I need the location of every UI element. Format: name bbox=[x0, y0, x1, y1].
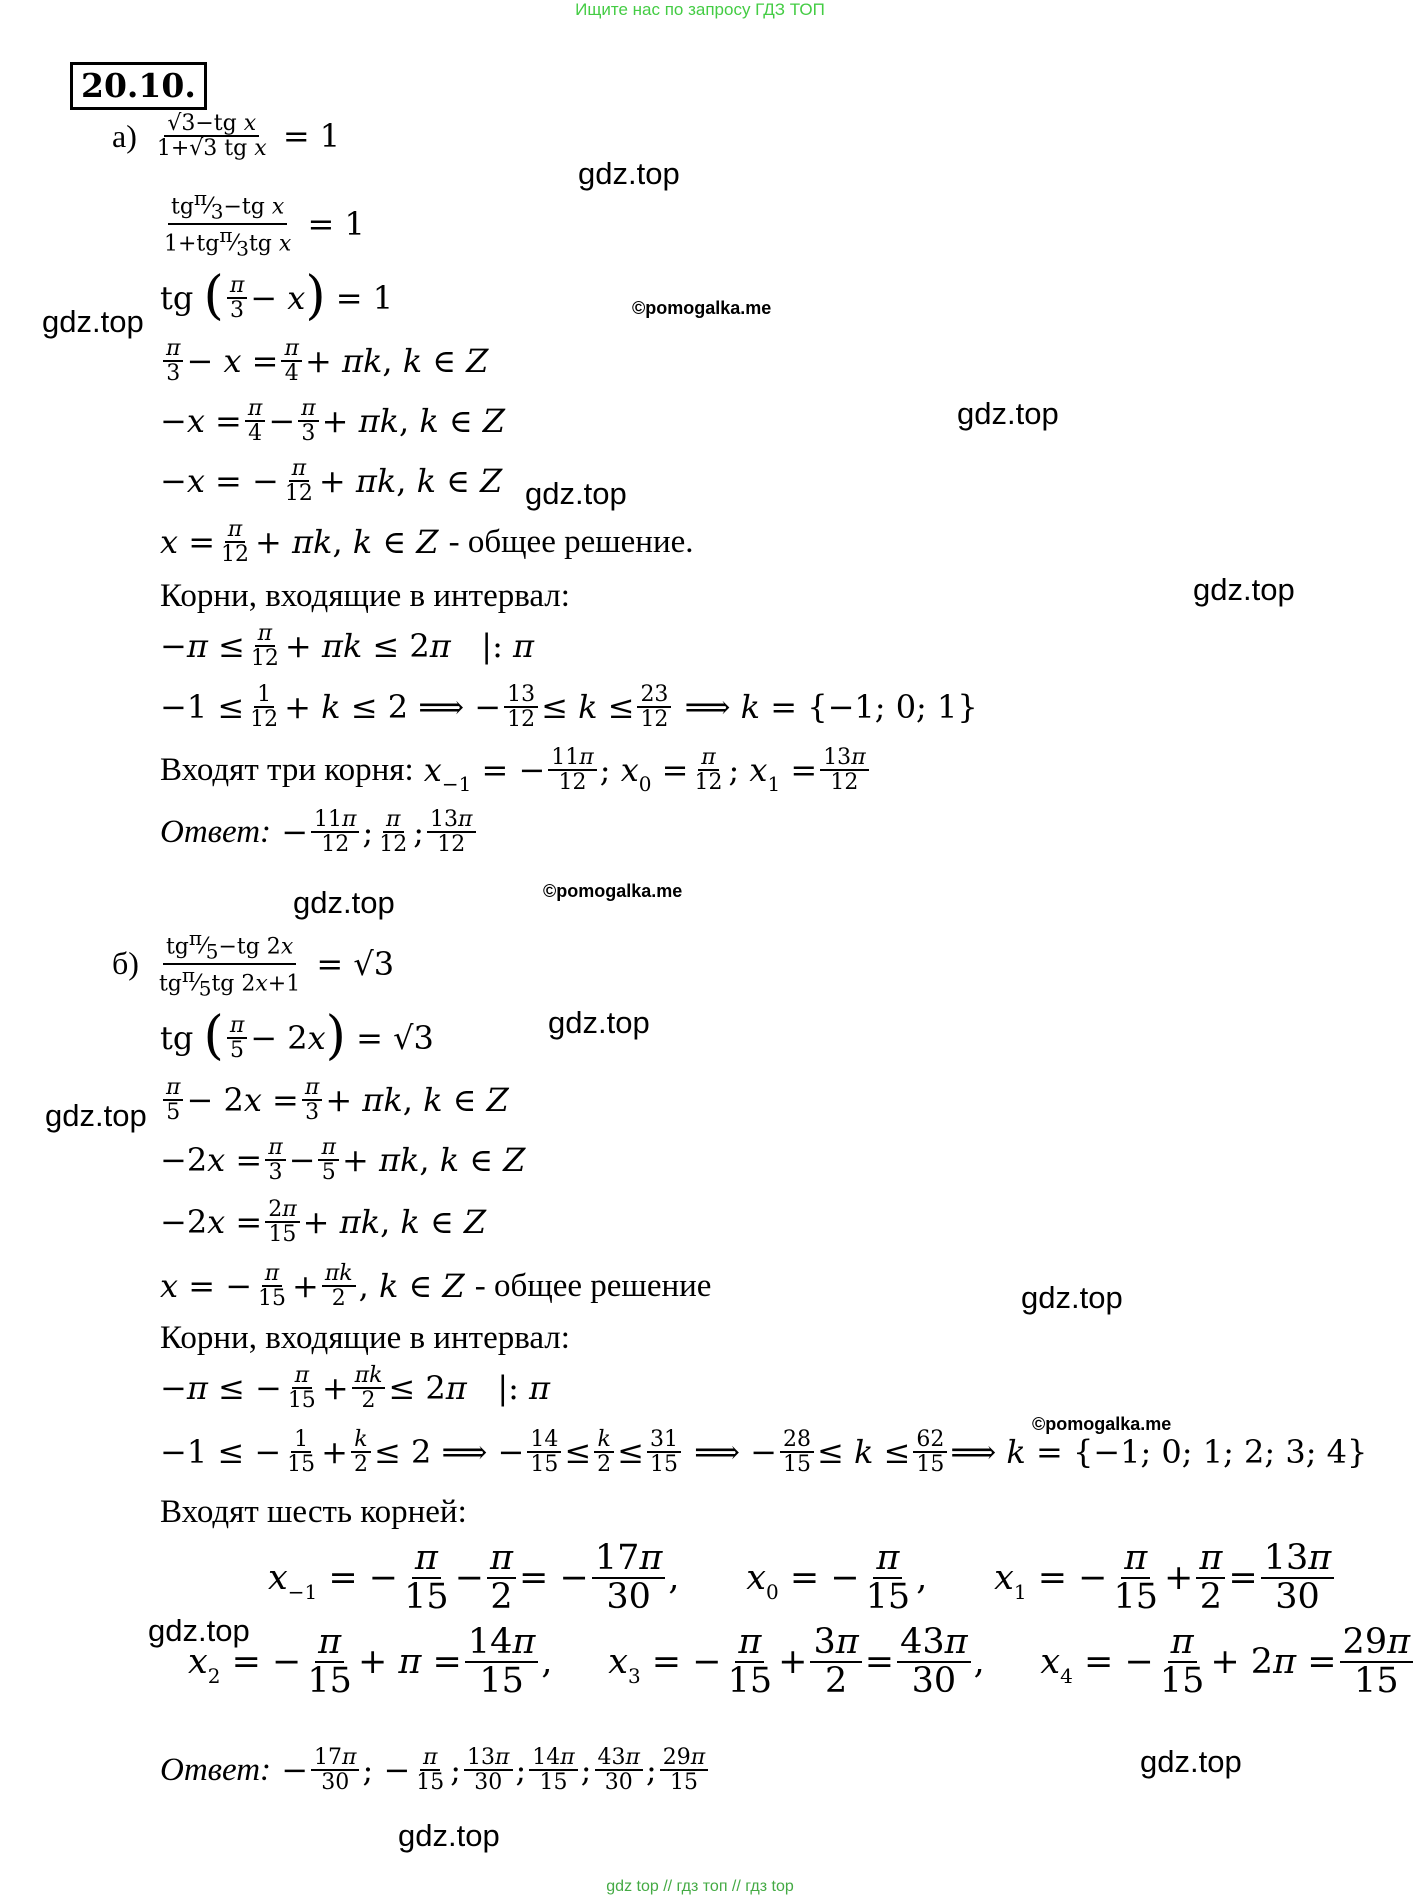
top-banner: Ищите нас по запросу ГДЗ ТОП bbox=[575, 0, 825, 19]
a-general-note: - общее решение. bbox=[448, 523, 694, 560]
b-roots-heading: Корни, входящие в интервал: bbox=[160, 1320, 570, 1356]
a-line-2: $tg^\pi⁄_3-tg$ x $1+tg^\pi⁄_3tg$ x = 1 bbox=[164, 186, 365, 261]
watermark-pomogalka: ©pomogalka.me bbox=[1032, 1414, 1172, 1434]
a-line-3: tg ( π 3 − x ) = 1 bbox=[160, 266, 394, 326]
b-six-roots: Входят шесть корней: bbox=[160, 1494, 467, 1530]
b-line-3: π 5 − 2x = $\frac{\pi}{3}$ + πk, k ∈ Z bbox=[160, 1076, 509, 1124]
b-line-2: tg ( π 5 − 2x ) = √3 bbox=[160, 1006, 434, 1066]
b-line-8: −π ≤ − $\frac{\pi}{15}$ + $\frac{\pi k}{2}$ ≤ 2π |: π bbox=[160, 1363, 551, 1414]
a-line-9: −π ≤ $\frac{\pi}{12}$ + πk ≤ 2π |: π bbox=[160, 621, 535, 672]
b-answer-label: Ответ: bbox=[160, 1751, 272, 1788]
b-line-9: −1 ≤ − $\frac{1}{15}$ + $\frac{k}{2}$ ≤ 2 ⟹ − $\frac{14}{15}$ ≤ $\frac{k}{2}$ ≤ $\frac{31}{15}$ ⟹ − $\frac{28}{15}$ ≤ k ≤ $\frac{62}{15}$ ⟹ k = {−1; 0; 1; 2; 3; 4} bbox=[160, 1427, 1368, 1478]
part-a-label: а) bbox=[112, 117, 137, 154]
watermark-gdz: gdz.top bbox=[548, 1005, 650, 1040]
watermark-pomogalka: ©pomogalka.me bbox=[632, 298, 772, 318]
watermark-pomogalka: ©pomogalka.me bbox=[543, 881, 683, 901]
problem-number: 20.10. bbox=[70, 62, 207, 110]
a-line-1: а) $\frac{\text{√3−tg x}}{\text{1+√3 tg x}}$ = 1 bbox=[112, 111, 341, 162]
a-roots-heading: Корни, входящие в интервал: bbox=[160, 578, 570, 614]
b-roots-row-2: $x_2$ = − $\frac{\pi}{15}$ + π = $\frac{14\pi}{15}$ , $x_3$ = − $\frac{\pi}{15}$ + $\frac{3\pi}{2}$ = $\frac{43\pi}{30}$ , $x_4$ = − $\frac{\pi}{15}$ + 2π = $\frac{29\pi}{15}$ bbox=[188, 1624, 1416, 1700]
a-line-7: x = $\frac{\pi}{12}$ + πk, k ∈ Z - общее решение. bbox=[160, 517, 694, 568]
a-line-10: −1 ≤ $\frac{1}{12}$ + k ≤ 2 ⟹ − $\frac{13}{12}$ ≤ k ≤ $\frac{23}{12}$ ⟹ k = {−1; 0; 1} bbox=[160, 682, 978, 733]
a-line-5: −x = $\frac{\pi}{4}$ − $\frac{\pi}{3}$ + πk, k ∈ Z bbox=[160, 396, 505, 447]
b-line-4: −2x = $\frac{\pi}{3}$ − $\frac{\pi}{5}$ + πk, k ∈ Z bbox=[160, 1135, 526, 1186]
a-line-11: Входят три корня: $x_{-1}$ = − $\frac{11\pi}{12}$ ; $x_0$ = $\frac{\pi}{12}$ ; $x_1$ = $\frac{13\pi}{12}$ bbox=[160, 746, 872, 794]
watermark-gdz: gdz.top bbox=[45, 1098, 147, 1133]
a-line-4: π 3 − x = $\frac{\pi}{4}$ + πk, k ∈ Z bbox=[160, 337, 488, 385]
a-answer-label: Ответ: bbox=[160, 813, 272, 850]
a-three-roots: Входят три корня: bbox=[160, 751, 414, 788]
a-answer: Ответ: − $\frac{11\pi}{12}$ ; π 12 ; 13π 12 bbox=[160, 808, 479, 856]
watermark-gdz: gdz.top bbox=[578, 156, 680, 191]
watermark-gdz: gdz.top bbox=[42, 304, 144, 339]
watermark-gdz: gdz.top bbox=[525, 476, 627, 511]
footer-links: gdz top // гдз топ // гдз top bbox=[606, 1878, 794, 1895]
watermark-gdz: gdz.top bbox=[1193, 572, 1295, 607]
part-b-label: б) bbox=[112, 945, 139, 982]
b-roots-row-1: $x_{-1}$ = − $\frac{\pi}{15}$ − $\frac{\pi}{2}$ = − $\frac{17\pi}{30}$ , $x_0$ = − $\frac{\pi}{15}$ , $x_1$ = − $\frac{\pi}{15}$ + $\frac{\pi}{2}$ = $\frac{13\pi}{30}$ bbox=[268, 1540, 1337, 1616]
b-line-5: −2x = $\frac{2\pi}{15}$ + πk, k ∈ Z bbox=[160, 1197, 487, 1248]
b-line-1: б) $tg^\pi⁄_5-tg$ 2x $tg^\pi⁄_5tg$ 2x+1 = √3 bbox=[112, 926, 395, 1001]
watermark-gdz: gdz.top bbox=[1140, 1744, 1242, 1779]
watermark-gdz: gdz.top bbox=[148, 1613, 250, 1648]
watermark-gdz: gdz.top bbox=[398, 1818, 500, 1853]
b-line-6: x = − $\frac{\pi}{15}$ + $\frac{\pi k}{2}$ , k ∈ Z - общее решение bbox=[160, 1261, 712, 1312]
b-answer: Ответ: − $\frac{17\pi}{30}$ ; − $\frac{\pi}{15}$ ; 13π 30 ; 14π 15 ; 43π 30 ; 29π 15 bbox=[160, 1746, 711, 1794]
a-line-6: −x = − $\frac{\pi}{12}$ + πk, k ∈ Z bbox=[160, 456, 503, 507]
watermark-gdz: gdz.top bbox=[1021, 1280, 1123, 1315]
b-general-note: - общее решение bbox=[474, 1267, 712, 1304]
watermark-gdz: gdz.top bbox=[293, 885, 395, 920]
watermark-gdz: gdz.top bbox=[957, 396, 1059, 431]
